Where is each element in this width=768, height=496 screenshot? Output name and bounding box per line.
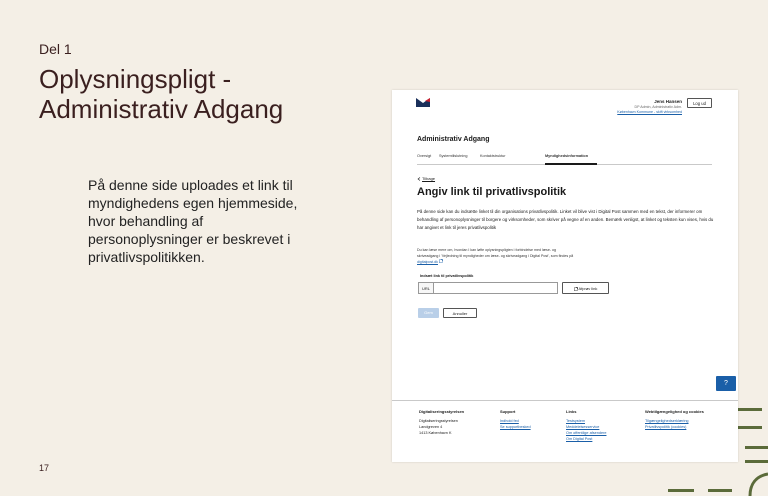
footer-link[interactable]: Se supportbesked — [500, 425, 531, 429]
switch-organization-link[interactable]: København Kommune - skift virksomhed — [617, 110, 682, 114]
footer-col-links — [566, 409, 606, 442]
footer-line: 1413 København K — [419, 431, 452, 435]
help-button[interactable]: ? — [716, 376, 736, 391]
digital-post-screenshot — [392, 90, 738, 462]
footer-heading: Webtilgængelighed og cookies — [645, 409, 704, 414]
footer-heading: Digitaliseringsstyrelsen — [419, 409, 465, 414]
chevron-left-icon — [417, 177, 421, 181]
user-name: Jens Hansen — [654, 99, 682, 104]
footer-col-accessibility — [645, 409, 704, 430]
footer-col-support — [500, 409, 531, 430]
external-link-icon — [439, 259, 443, 263]
digitalpost-link[interactable]: digitalpost.dk — [417, 260, 438, 265]
decoration-dash — [745, 446, 768, 449]
url-prefix: URL — [418, 282, 433, 294]
decoration-dash — [745, 460, 768, 463]
url-field-label: Indsæt link til privatlivspolitik — [420, 274, 474, 278]
footer-link[interactable]: Tilgængelighedserklæring — [645, 419, 689, 423]
slide-title: Oplysningspligt - Administrativ Adgang — [39, 64, 284, 124]
app-footer — [392, 400, 738, 462]
footer-col-agency — [419, 409, 464, 436]
back-link[interactable] — [417, 176, 435, 181]
app-title: Administrativ Adgang — [417, 136, 490, 143]
page-heading: Angiv link til privatlivspolitik — [417, 186, 567, 198]
decoration-curve — [748, 470, 768, 496]
cancel-button[interactable]: Annuller — [443, 308, 477, 318]
help-text-body: Du kan læse mere om, hvordan I kan løfte oplysningspligten i forbindelse med læse- og skriveadgang i 'Vejledning til myndigheder om læse- og skriveadgang i Digital Post', som findes på — [417, 248, 574, 258]
tab-contact-structure[interactable]: Kontaktstruktur — [480, 154, 506, 158]
tab-system-connection[interactable]: Systemtilslutning — [439, 154, 468, 158]
footer-link[interactable]: Meddelelsesservice — [566, 425, 600, 429]
save-button[interactable]: Gem — [418, 308, 439, 318]
decoration-dash — [738, 426, 762, 429]
digital-post-logo — [416, 98, 430, 107]
footer-link[interactable]: Privatlivspolitik (cookies) — [645, 425, 687, 429]
help-text — [417, 248, 577, 266]
privacy-policy-url-input[interactable] — [433, 282, 558, 294]
footer-heading: Support — [500, 409, 516, 414]
tab-bar — [417, 153, 712, 165]
section-label: Del 1 — [39, 41, 72, 57]
footer-link[interactable]: Indhold fed — [500, 419, 519, 423]
active-tab-indicator — [545, 163, 597, 165]
footer-link[interactable]: Testsystem — [566, 419, 585, 423]
footer-line: Digitaliseringsstyrelsen — [419, 419, 458, 423]
footer-link[interactable]: Om Digital Post — [566, 437, 593, 441]
app-header — [392, 90, 738, 130]
tab-overview[interactable]: Oversigt — [417, 154, 432, 158]
logout-button[interactable]: Log ud — [687, 98, 712, 108]
external-link-icon — [574, 287, 578, 291]
slide-body-text: På denne side uploades et link til myndighedens egen hjemmeside, hvor behandling af personoplysninger er beskrevet i privatlivspolitikken. — [88, 177, 298, 265]
decoration-dash — [708, 489, 732, 492]
user-info — [617, 99, 682, 116]
intro-text: På denne side kan du indsætte linket til din organisations privatlivspolitik. Linket vil blive vist i Digital Post sammen med en tekst, der informerer om behandling af personoplysninger til borgere og virksomheder, som skriver på vegne af en anden. Bemærk venligst, at linket og teksten kun vises, hvis du har angivet et link til jeres privatlivspolitik — [417, 209, 714, 230]
footer-line: Landgreven 4 — [419, 425, 443, 429]
tab-authority-information[interactable]: Myndighedsinformation — [545, 154, 589, 158]
user-role: DP Admin, Administrativ Adm. — [634, 104, 682, 109]
footer-heading: Links — [566, 409, 577, 414]
decoration-dash — [668, 489, 694, 492]
test-link-button[interactable] — [562, 282, 609, 294]
back-link-label: Tilbage — [422, 176, 436, 181]
test-link-button-label: Afprøv link — [578, 286, 598, 291]
slide-number: 17 — [39, 463, 50, 473]
decoration-dash — [738, 408, 762, 411]
footer-link[interactable]: Om offentlige afsendere — [566, 431, 607, 435]
